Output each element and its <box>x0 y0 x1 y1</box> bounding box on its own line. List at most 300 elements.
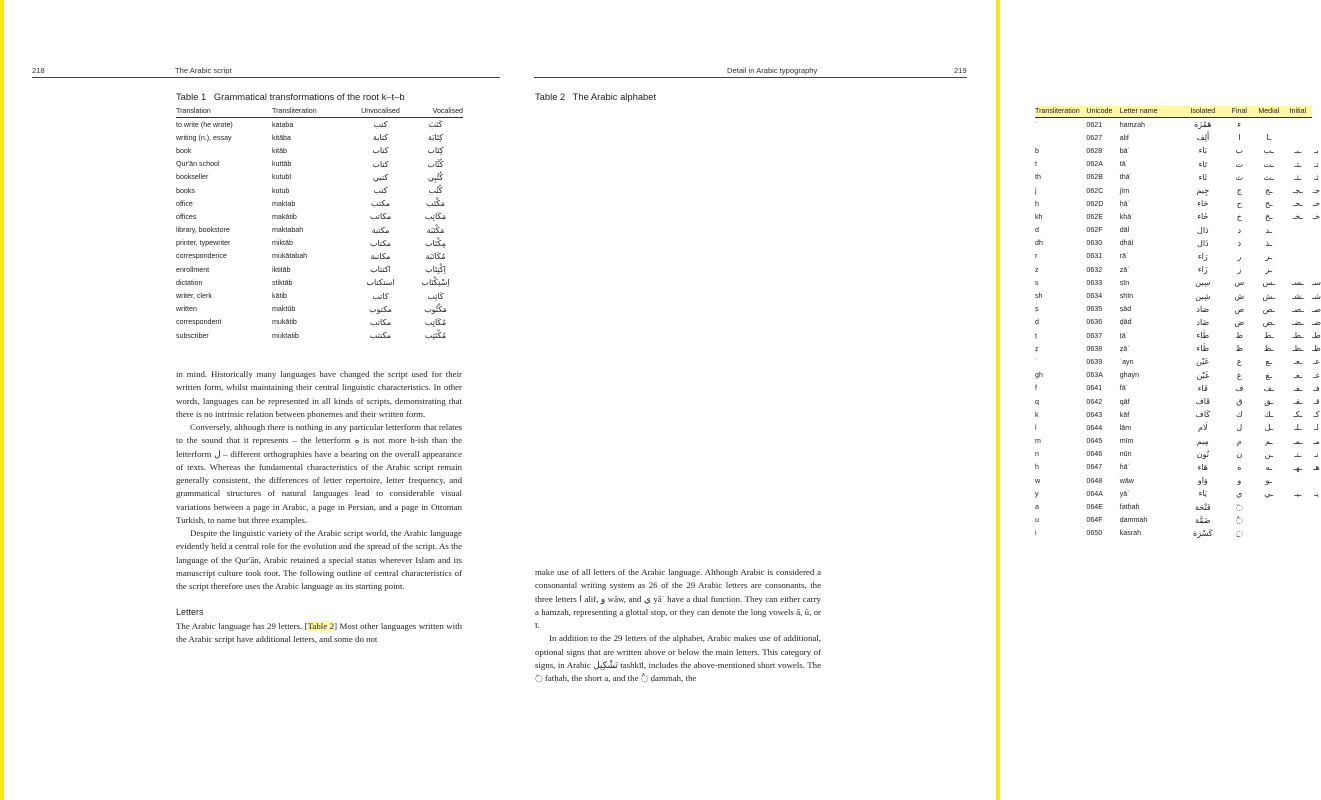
table-cell: 0631 <box>1086 252 1103 261</box>
table-cell: هَمْزَة <box>1194 120 1212 130</box>
table-cell: m <box>1035 437 1041 446</box>
table-cell: maktab <box>272 199 296 208</box>
table-cell: ظـ <box>1312 344 1321 354</box>
table-cell: سِين <box>1195 278 1211 288</box>
table-cell: 0639 <box>1086 357 1103 366</box>
table-cell: iktitāb <box>272 265 291 274</box>
table-row <box>1035 421 1321 434</box>
table-row <box>1035 435 1321 448</box>
table-row <box>1035 382 1321 395</box>
paragraph: In addition to the 29 letters of the alphabet, Arabic makes use of additional, optional signs that are written above or below the main letters. This category of signs, in Arabic تَشْكِيل tashkīl, includes the above-mentioned short vowels. The ◌َ fatḥah, the short a, and the ◌ُ ḍammah, the <box>535 633 822 683</box>
table-cell: 0621 <box>1086 120 1103 129</box>
table-cell <box>1312 224 1321 237</box>
table-cell: ḍ <box>1035 318 1039 327</box>
table-cell: 0630 <box>1086 239 1103 248</box>
running-head: The Arabic script <box>175 66 232 75</box>
table-cell: writing (n.), essay <box>176 133 232 142</box>
table-cell: رَاء <box>1197 251 1208 261</box>
table-cell: خَاء <box>1197 212 1209 222</box>
table-row <box>176 131 463 144</box>
table-cell: ـص <box>1262 304 1275 314</box>
table-cell: كتاب <box>372 159 389 169</box>
table-cell: ـبـ <box>1294 146 1302 156</box>
table-cell: 064F <box>1086 516 1103 525</box>
table-cell <box>1284 514 1312 527</box>
table-cell: mukātib <box>272 318 297 327</box>
table-cell: 0643 <box>1086 410 1103 419</box>
table-cell: كتب <box>373 120 388 130</box>
table-cell: ṭ <box>1035 331 1037 340</box>
table-cell: طـ <box>1312 331 1321 341</box>
table-cell: written <box>176 305 197 314</box>
table-cell: writer, clerk <box>176 292 212 301</box>
table-cell: sh <box>1035 292 1043 301</box>
table-row <box>176 144 463 157</box>
table-cell: كَاف <box>1195 410 1211 420</box>
table-cell: kasrah <box>1119 529 1142 538</box>
table-cell: ـقـ <box>1293 397 1303 407</box>
table-cell <box>1312 514 1321 527</box>
table-cell <box>1284 263 1312 276</box>
table-label: Table 2 <box>535 91 566 102</box>
table-cell: جِيم <box>1196 186 1210 196</box>
table-cell: مَكْتَب <box>426 199 445 209</box>
table-cell: مُكْتَتِب <box>424 331 447 341</box>
table-row <box>1035 184 1321 197</box>
table-cell <box>1254 500 1284 513</box>
table-cell: ع <box>1236 357 1242 367</box>
table-cell: ظ <box>1235 344 1244 354</box>
table-cell: makātib <box>272 212 297 221</box>
table-row <box>1035 144 1321 157</box>
table-cell: u <box>1035 516 1039 525</box>
table-cell: maktūb <box>272 305 296 314</box>
table-cell: ـل <box>1264 423 1273 433</box>
table-cell: ẓāʾ <box>1119 344 1130 353</box>
table-cell <box>1284 237 1312 250</box>
column-header: Transliteration <box>272 106 353 118</box>
column-header: Unvocalised <box>353 106 408 118</box>
table-cell: ـت <box>1263 159 1274 169</box>
table-cell: j <box>1035 186 1037 195</box>
table-cell <box>1312 237 1321 250</box>
table-cell: Qur'ān school <box>176 160 220 169</box>
table-cell: ṣ <box>1035 305 1039 314</box>
table-cell: kitāb <box>272 146 287 155</box>
table-cell: subscriber <box>176 331 209 340</box>
table-row <box>176 184 463 197</box>
table-cell: 0634 <box>1086 292 1103 301</box>
table-cell: ـس <box>1262 278 1276 288</box>
table-cell: ـث <box>1263 172 1274 182</box>
paragraph-text: ] Most other languages written with the Arabic script have additional letters, and some do not <box>176 620 462 644</box>
table-cell: مُكَاتَبَة <box>425 251 446 261</box>
table-cell: 0632 <box>1086 265 1103 274</box>
table-cell: ـثـ <box>1294 172 1302 182</box>
table-cell: حـ <box>1312 199 1321 209</box>
table-cell: فَاء <box>1197 383 1208 393</box>
table-cell: ضـ <box>1311 317 1321 327</box>
table-cell: تَاء <box>1198 159 1208 169</box>
table-cell: غَيْن <box>1196 370 1210 380</box>
header-rule <box>534 77 967 78</box>
table-cell: kataba <box>272 120 294 129</box>
table-cell: ـسـ <box>1291 278 1304 288</box>
right-body-text <box>535 566 821 685</box>
table-row <box>1035 250 1321 263</box>
table-cell: ذَال <box>1197 238 1209 248</box>
table-cell: مكتب <box>371 199 390 209</box>
table-row <box>176 197 463 210</box>
column-header: Initial <box>1284 106 1312 118</box>
table-cell: ـن <box>1264 449 1273 459</box>
table-cell: 0646 <box>1086 450 1103 459</box>
table-row <box>176 303 463 316</box>
left-body-text <box>176 368 462 646</box>
table-cell: correspondent <box>176 318 222 327</box>
table-cell: ـر <box>1265 251 1273 261</box>
table-cell: زَاء <box>1197 265 1208 275</box>
table-cell: dāl <box>1119 226 1130 235</box>
table-cell: مكاتب <box>369 317 392 327</box>
paragraph: in mind. Historically many languages have changed the script used for their written form, whilst maintaining their central linguistic characteristics. In other words, languages can be represented in all kinds of scripts, demonstrating that there is no intrinsic relation between phonemes and their written form. <box>176 369 462 419</box>
table-cell: sīn <box>1119 278 1130 287</box>
table-cell: كَسْرَة <box>1193 528 1213 538</box>
table-row <box>176 118 463 132</box>
table-cell: k <box>1035 410 1039 419</box>
table-cell: offices <box>176 212 197 221</box>
table-cell: تـ <box>1314 159 1319 169</box>
table-cell: 0642 <box>1086 397 1103 406</box>
table-cell: 0636 <box>1086 318 1103 327</box>
table-cell: 0641 <box>1086 384 1103 393</box>
table-cell: ◌ُ <box>1235 515 1243 525</box>
table-cell: ـز <box>1265 265 1273 275</box>
column-header: Transliteration <box>1035 106 1086 118</box>
table-cell: لـ <box>1314 423 1319 433</box>
table-cell: د <box>1237 225 1242 235</box>
table-cell <box>1312 131 1321 144</box>
page-number: 218 <box>32 66 45 75</box>
table-row <box>1035 237 1321 250</box>
table-cell: 062D <box>1086 199 1104 208</box>
table-cell: مكتبة <box>371 225 390 235</box>
table-cell: kitāba <box>272 133 291 142</box>
table-cell: b <box>1035 146 1039 155</box>
table-cell: kutubī <box>272 173 292 182</box>
table-cell: th <box>1035 173 1041 182</box>
table-cell: ج <box>1236 186 1242 196</box>
table-row <box>1035 131 1321 144</box>
paragraph <box>176 620 462 647</box>
table-cell: ه <box>1237 462 1242 472</box>
table-row <box>176 276 463 289</box>
table-cell: wāw <box>1119 476 1134 485</box>
table-cell: ـم <box>1264 436 1273 446</box>
table-cell: ṣād <box>1119 305 1132 314</box>
table-cell: ṭāʾ <box>1119 331 1128 340</box>
table-cell: ـع <box>1265 357 1273 367</box>
table-cell: 0635 <box>1086 305 1103 314</box>
table-cell: مكتوب <box>369 304 392 314</box>
table-cell: y <box>1035 489 1039 498</box>
table-cell: مَكَاتِب <box>424 212 447 222</box>
table-cell: ف <box>1235 383 1244 393</box>
table-row <box>176 224 463 237</box>
table-cell: ـغ <box>1265 370 1273 380</box>
table-row <box>176 210 463 223</box>
table-row <box>1035 448 1321 461</box>
table-row <box>176 289 463 302</box>
table-cell: bookseller <box>176 173 209 182</box>
table-cell: مـ <box>1313 436 1320 446</box>
table-cell: w <box>1035 476 1041 485</box>
table-cell: كَتَبَ <box>428 120 443 130</box>
table-cell: مكاتبة <box>370 251 391 261</box>
table-cell <box>1254 514 1284 527</box>
table-cell: كاتب <box>372 291 389 301</box>
table-cell <box>1284 131 1312 144</box>
table-cell: stiktāb <box>272 278 293 287</box>
table-row <box>1035 316 1321 329</box>
column-header: Final <box>1225 106 1254 118</box>
table-cell: z <box>1035 265 1039 274</box>
table-reference-link[interactable]: Table 2 <box>307 620 335 631</box>
table-cell: jīm <box>1119 186 1130 195</box>
table-cell: ء <box>1237 120 1242 130</box>
table-row <box>1035 474 1321 487</box>
table-cell: ḍammah <box>1119 516 1148 525</box>
table-cell: ي <box>1236 489 1243 499</box>
table-cell: to write (he wrote) <box>176 120 233 129</box>
table-cell <box>1284 224 1312 237</box>
table-row <box>176 329 463 342</box>
table-cell: ـظ <box>1263 344 1274 354</box>
paragraph: Despite the linguistic variety of the Arabic script world, the Arabic language evidently held a central role for the evolution and the spread of the script. As the language of the Qur'ān, Arabic retained a special status wherever Islam and its manuscript culture took root. The following outline of central characteristics of the script therefore uses the Arabic language as its starting point. <box>176 528 462 591</box>
table-cell: مِكْتَاب <box>424 238 447 248</box>
table-cell: ثـ <box>1314 172 1319 182</box>
table-cell: enrollment <box>176 265 210 274</box>
table-cell: شِين <box>1195 291 1211 301</box>
table-label: Table 1 <box>176 91 207 102</box>
table-cell: 064E <box>1086 503 1103 512</box>
table-cell: 0648 <box>1086 476 1103 485</box>
table-cell: 062B <box>1086 173 1103 182</box>
table-cell: لَام <box>1198 423 1208 433</box>
table-cell: ghayn <box>1119 371 1140 380</box>
table-cell: 062A <box>1086 160 1103 169</box>
table-row <box>1035 289 1321 302</box>
table-cell: غـ <box>1313 370 1320 380</box>
table-cell: كتب <box>373 186 388 196</box>
table-cell: 0647 <box>1086 463 1103 472</box>
table-cell: ث <box>1235 172 1244 182</box>
table-cell: f <box>1035 384 1037 393</box>
table-cell: 0650 <box>1086 529 1103 538</box>
column-header: Unicode <box>1086 106 1119 118</box>
table-cell: ز <box>1237 265 1242 275</box>
table-cell: قَاف <box>1195 397 1211 407</box>
table-cell: office <box>176 199 193 208</box>
column-header: Isolated <box>1181 106 1225 118</box>
table-cell: كُتُبِي <box>427 172 444 182</box>
table-row <box>176 237 463 250</box>
table-cell: shīn <box>1119 292 1134 301</box>
table-cell: ḥ <box>1035 199 1039 208</box>
table-row <box>1035 487 1321 500</box>
table-cell: ـكـ <box>1293 410 1303 420</box>
table-title: Grammatical transformations of the root k–t–b <box>213 91 405 102</box>
table-cell: ـخـ <box>1292 212 1303 222</box>
table-cell: ق <box>1236 397 1243 407</box>
table-row <box>1035 355 1321 368</box>
table-cell: استكتاب <box>366 278 395 288</box>
table-cell: عـ <box>1312 357 1320 367</box>
table-cell: nūn <box>1119 450 1132 459</box>
table-cell: ضَاد <box>1196 317 1210 327</box>
table-cell: ẓ <box>1035 344 1039 353</box>
table-cell: اِسْتِكْتَاب <box>421 278 450 288</box>
table-cell: ـفـ <box>1293 383 1303 393</box>
table-cell: ـصـ <box>1292 304 1304 314</box>
table-cell: ك <box>1236 410 1243 420</box>
table-1-body <box>176 118 463 343</box>
table-row <box>1035 500 1321 513</box>
table-row <box>1035 329 1321 342</box>
table-cell: ر <box>1237 251 1242 261</box>
table-row <box>176 316 463 329</box>
table-cell: 062C <box>1086 186 1104 195</box>
table-cell: ـغـ <box>1293 370 1303 380</box>
table-cell: يَاء <box>1198 489 1208 499</box>
paragraph: make use of all letters of the Arabic language. Although Arabic is considered a consonantal writing system as 26 of the 29 Arabic letters are consonants, the three letters ا alif, و wāw, and ي yāʾ have a dual function. They can either carry a hamzah, representing a glottal stop, or they can denote the long vowels ā, ū, or ī. <box>535 567 821 630</box>
table-row <box>1035 514 1321 527</box>
table-cell: kutub <box>272 186 290 195</box>
table-cell: 0645 <box>1086 437 1103 446</box>
table-cell: مكاتب <box>369 212 392 222</box>
table-cell: فـ <box>1313 383 1320 393</box>
table-cell: d <box>1035 226 1039 235</box>
table-row <box>1035 118 1321 132</box>
table-cell: قـ <box>1313 397 1320 407</box>
table-cell: 062F <box>1086 226 1103 235</box>
table-row <box>1035 171 1321 184</box>
table-cell: 0633 <box>1086 278 1103 287</box>
table-cell: اكتتاب <box>370 265 391 275</box>
column-header: Medial <box>1254 106 1284 118</box>
table-cell: book <box>176 146 192 155</box>
table-title: The Arabic alphabet <box>572 91 657 102</box>
table-cell: dictation <box>176 278 203 287</box>
table-cell: l <box>1035 423 1037 432</box>
table-cell: ـنـ <box>1294 449 1302 459</box>
table-cell: دَال <box>1197 225 1209 235</box>
column-header: Letter name <box>1120 106 1181 118</box>
table-cell: 0628 <box>1086 146 1103 155</box>
table-row <box>1035 395 1321 408</box>
table-cell: غ <box>1236 370 1242 380</box>
table-cell: ـمـ <box>1293 436 1303 446</box>
table-cell: ـذ <box>1265 238 1273 248</box>
table-cell <box>1312 118 1321 132</box>
table-cell: i <box>1035 529 1037 538</box>
table-cell: صـ <box>1311 304 1321 314</box>
table-cell: q <box>1035 397 1039 406</box>
table-cell: ح <box>1236 199 1242 209</box>
table-cell: kh <box>1035 212 1043 221</box>
table-cell: ـيـ <box>1294 489 1302 499</box>
table-cell: ـظـ <box>1292 344 1304 354</box>
table-cell <box>1284 474 1312 487</box>
table-row <box>1035 158 1321 171</box>
table-cell: ʾ <box>1035 120 1038 129</box>
table-cell: كُتُب <box>428 186 443 196</box>
table-cell <box>1254 527 1284 540</box>
table-cell: جـ <box>1312 186 1321 196</box>
table-cell: 0644 <box>1086 423 1103 432</box>
table-cell: هـ <box>1313 462 1320 472</box>
table-cell: ب <box>1235 146 1244 156</box>
table-cell: مكتاب <box>369 238 392 248</box>
table-cell: ـتـ <box>1294 159 1302 169</box>
table-cell: ـطـ <box>1292 331 1304 341</box>
table-cell: بَاء <box>1198 146 1208 156</box>
table-cell: hāʾ <box>1119 463 1130 472</box>
table-cell: ـش <box>1262 291 1276 301</box>
table-cell: fāʾ <box>1119 384 1128 393</box>
table-cell: fatḥah <box>1119 503 1140 512</box>
table-cell: dhāl <box>1119 239 1134 248</box>
table-cell: h <box>1035 463 1039 472</box>
table-cell: 062E <box>1086 212 1103 221</box>
table-cell: thāʾ <box>1119 173 1132 182</box>
table-cell: kuttāb <box>272 160 292 169</box>
table-cell: ن <box>1236 449 1243 459</box>
table-cell: مكتتب <box>369 331 392 341</box>
table-cell: ـحـ <box>1292 199 1303 209</box>
table-cell: ـهـ <box>1293 462 1303 472</box>
table-2-body <box>1035 118 1321 541</box>
table-row <box>176 250 463 263</box>
table-cell: ـط <box>1263 331 1274 341</box>
table-2 <box>1035 106 1321 540</box>
table-cell: tāʾ <box>1119 160 1128 169</box>
table-cell: zāʾ <box>1119 265 1130 274</box>
table-cell: khāʾ <box>1119 212 1134 221</box>
table-cell: correspondence <box>176 252 227 261</box>
table-cell: ḍād <box>1119 318 1132 327</box>
table-cell: ـج <box>1265 186 1273 196</box>
table-cell: 063A <box>1086 371 1103 380</box>
table-cell: ـف <box>1263 383 1275 393</box>
table-cell: ا <box>1238 133 1241 143</box>
table-cell <box>1312 500 1321 513</box>
table-cell: مُكَاتِب <box>424 317 447 327</box>
table-cell: ضَمَّة <box>1194 515 1211 525</box>
table-cell: ـك <box>1264 410 1274 420</box>
table-cell: ـجـ <box>1292 186 1303 196</box>
table-cell: نُون <box>1196 449 1209 459</box>
table-cell: s <box>1035 278 1039 287</box>
table-cell: rāʾ <box>1119 252 1129 261</box>
table-cell: طَاء <box>1196 331 1210 341</box>
table-cell: خ <box>1236 212 1242 222</box>
table-row <box>1035 224 1321 237</box>
running-head: Detail in Arabic typography <box>727 66 818 75</box>
right-page <box>500 0 1321 800</box>
table-row <box>176 171 463 184</box>
table-cell: ش <box>1234 291 1245 301</box>
